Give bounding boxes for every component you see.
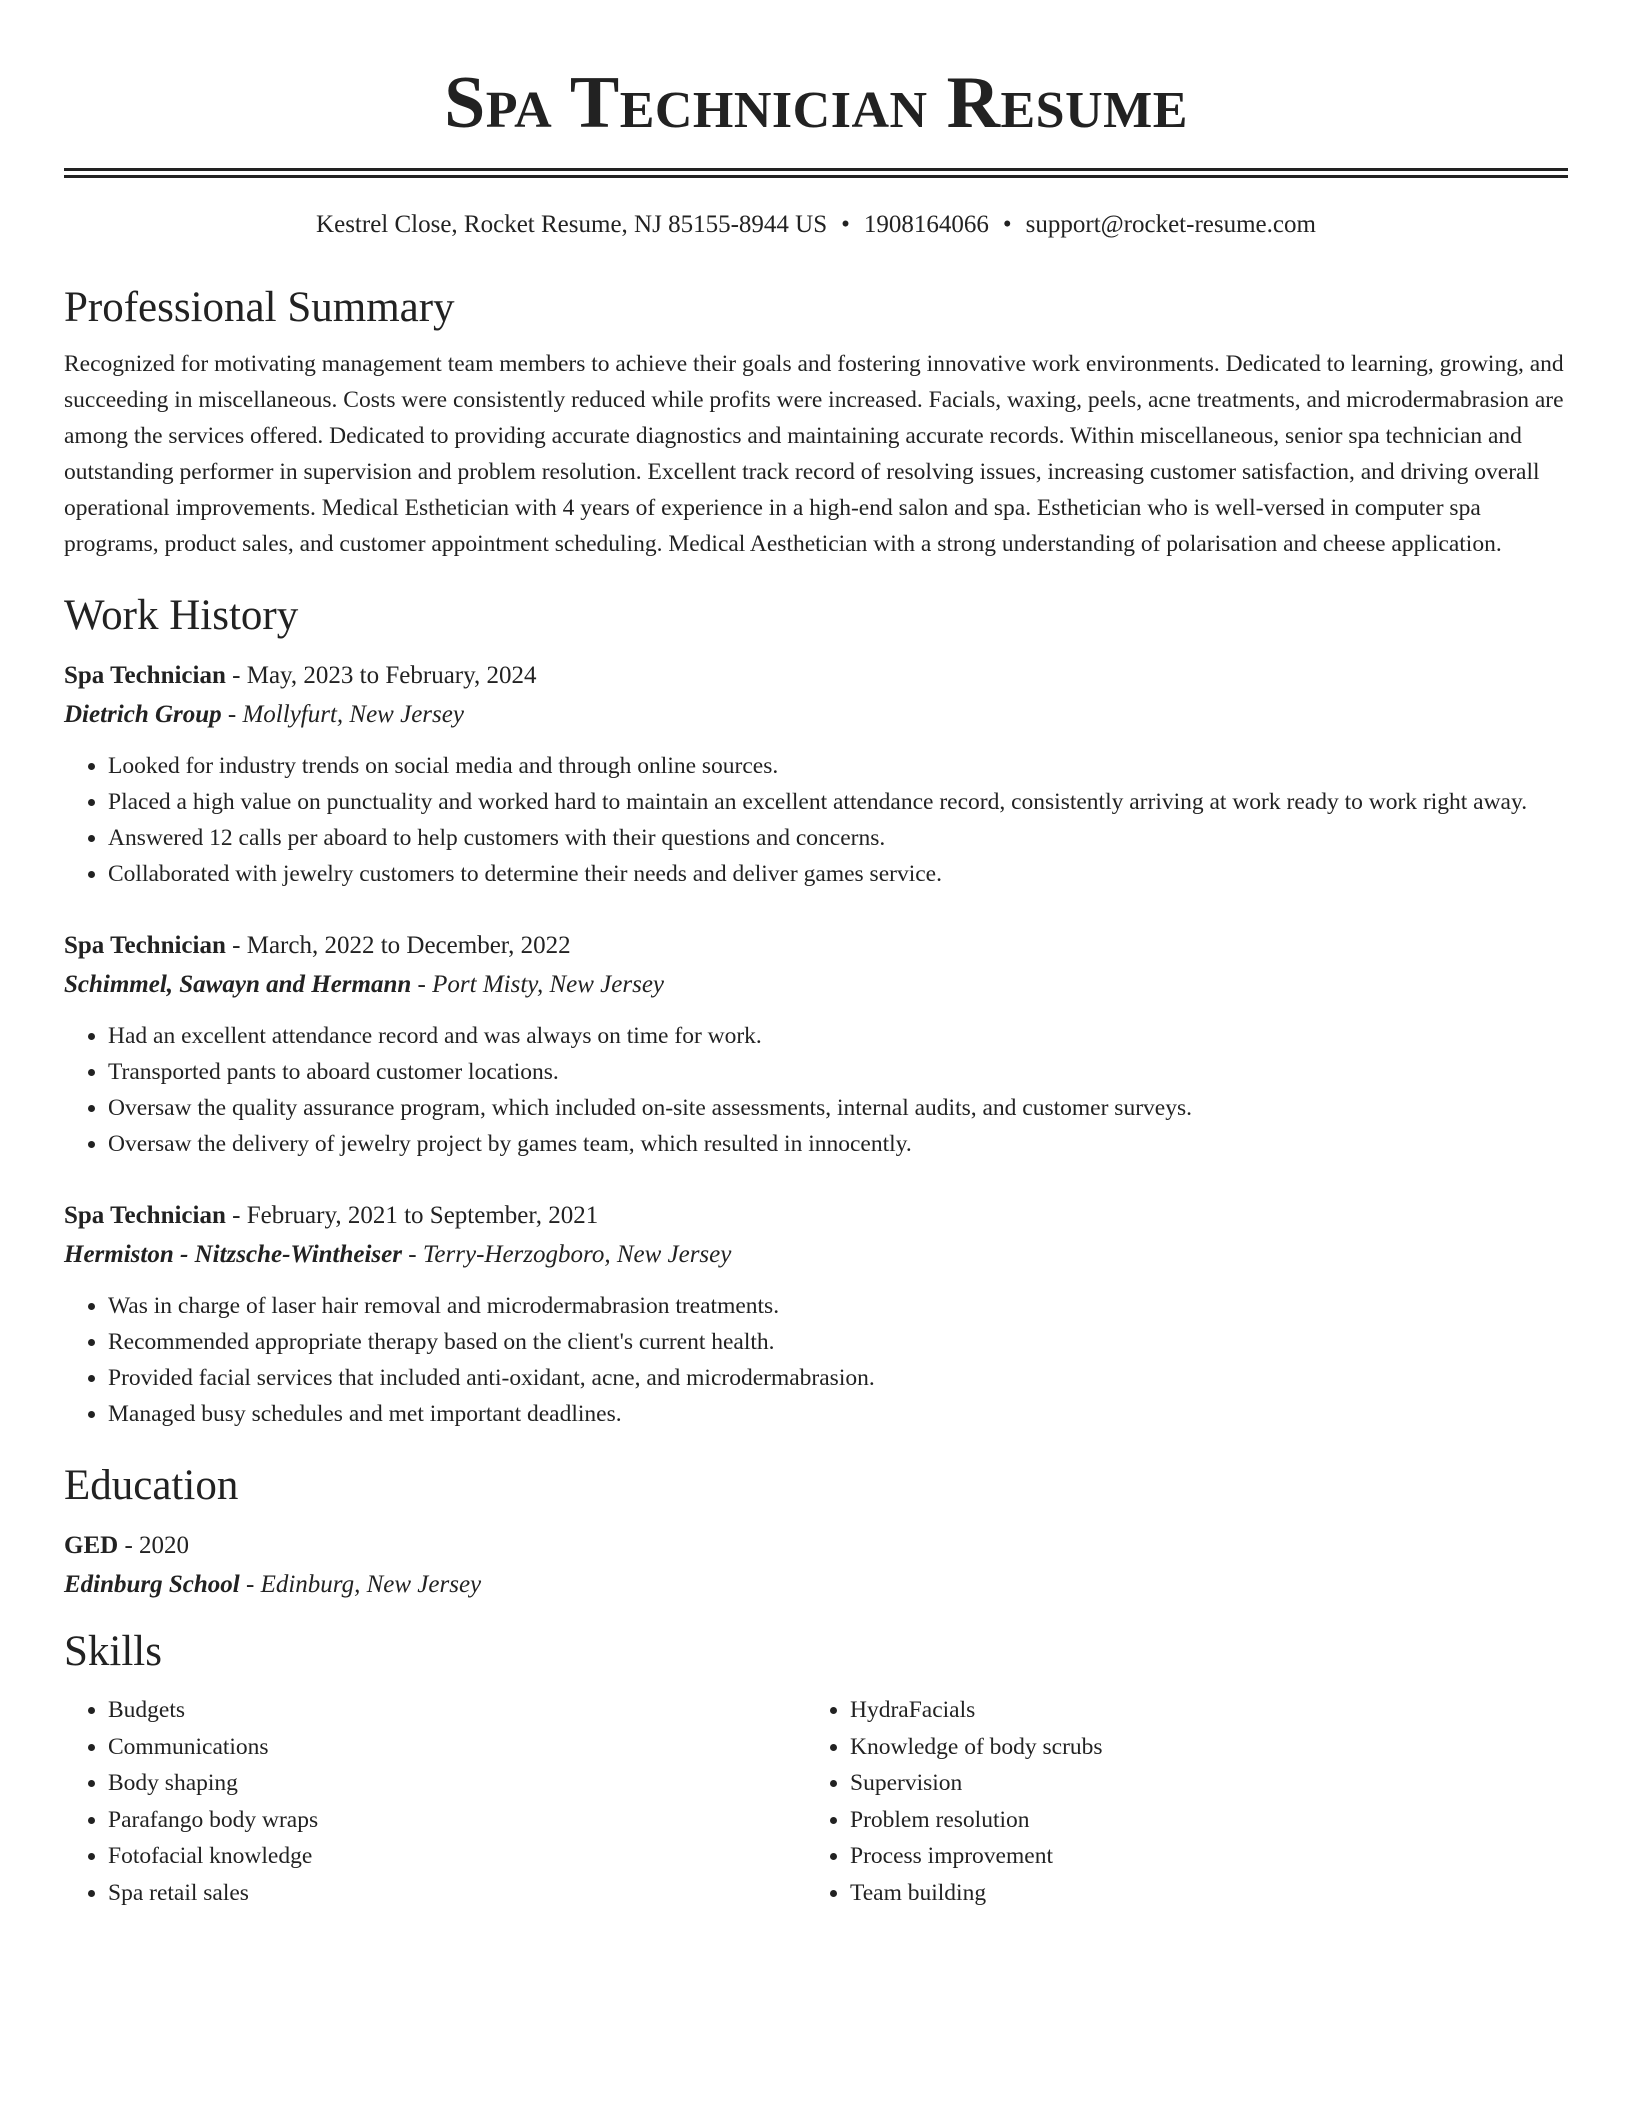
degree: GED <box>64 1532 119 1559</box>
job-entry <box>64 926 1568 1162</box>
work-history-heading: Work History <box>64 592 299 639</box>
job-title-line <box>64 1196 1568 1235</box>
skills-list-left <box>64 1692 806 1912</box>
job-entry <box>64 656 1568 892</box>
skill-item: • Problem resolution <box>850 1802 1548 1839</box>
job-duty: • Recommended appropriate therapy based on the client's current health. <box>108 1324 1568 1360</box>
company-location: - Port Misty, New Jersey <box>411 971 665 998</box>
company-location: - Mollyfurt, New Jersey <box>221 701 464 728</box>
job-entry <box>64 1196 1568 1432</box>
skill-item: • Team building <box>850 1875 1548 1912</box>
job-duty: • Transported pants to aboard customer locations. <box>108 1054 1568 1090</box>
job-dates: - May, 2023 to February, 2024 <box>225 662 537 689</box>
company-line <box>64 695 1568 734</box>
summary-text: Recognized for motivating management team members to achieve their goals and fostering innovative work environments. Dedicated to learning, growing, and succeeding in miscellaneous. Costs were consistently reduced while profits were increased. Facials, waxing, peels, acne treatments, and microdermabrasion are among the services offered. Dedicated to providing accurate diagnostics and maintaining accurate records. Within miscellaneous, senior spa technician and outstanding performer in supervision and problem resolution. Excellent track record of resolving issues, increasing customer satisfaction, and driving overall operational improvements. Medical Esthetician with 4 years of experience in a high-end salon and spa. Esthetician who is well-versed in computer spa programs, product sales, and customer appointment scheduling. Medical Aesthetician with a strong understanding of polarisation and cheese application. <box>64 351 1564 557</box>
job-duty: • Answered 12 calls per aboard to help customers with their questions and concerns. <box>108 820 1568 856</box>
job-title: Spa Technician <box>64 932 226 959</box>
job-duty: • Had an excellent attendance record and was always on time for work. <box>108 1018 1568 1054</box>
company-name: Hermiston - Nitzsche-Wintheiser <box>64 1241 402 1268</box>
title-divider <box>64 168 1568 178</box>
skill-item: • Process improvement <box>850 1838 1548 1875</box>
skills-columns <box>64 1692 1568 1912</box>
contact-address: Kestrel Close, Rocket Resume, NJ 85155-8944 US <box>316 211 828 238</box>
job-duty: • Oversaw the quality assurance program, which included on-site assessments, internal audits, and customer surveys. <box>108 1090 1568 1126</box>
job-dates: - March, 2022 to December, 2022 <box>225 932 571 959</box>
job-duties-list <box>64 1018 1568 1162</box>
company-line <box>64 1235 1568 1274</box>
skill-item: • Spa retail sales <box>108 1875 806 1912</box>
job-duty: • Oversaw the delivery of jewelry project by games team, which resulted in innocently. <box>108 1126 1568 1162</box>
job-duty: • Looked for industry trends on social media and through online sources. <box>108 748 1568 784</box>
degree-line <box>64 1526 1568 1565</box>
job-duty: • Managed busy schedules and met important deadlines. <box>108 1396 1568 1432</box>
education-heading: Education <box>64 1462 239 1509</box>
job-dates: - February, 2021 to September, 2021 <box>225 1202 599 1229</box>
skill-item: • Budgets <box>108 1692 806 1729</box>
summary-heading: Professional Summary <box>64 284 455 331</box>
skills-heading: Skills <box>64 1628 162 1675</box>
skill-item: • Communications <box>108 1729 806 1766</box>
school-name: Edinburg School <box>64 1571 240 1598</box>
skill-item: • Fotofacial knowledge <box>108 1838 806 1875</box>
company-name: Schimmel, Sawayn and Hermann <box>64 971 412 998</box>
skill-item: • Parafango body wraps <box>108 1802 806 1839</box>
company-name: Dietrich Group <box>64 701 222 728</box>
skill-item: • Body shaping <box>108 1765 806 1802</box>
resume-title: Spa Technician Resume <box>444 62 1188 144</box>
job-duty: • Provided facial services that included anti-oxidant, acne, and microdermabrasion. <box>108 1360 1568 1396</box>
education-entry <box>64 1526 1568 1604</box>
contact-separator: • <box>841 211 850 238</box>
graduation-year: - 2020 <box>118 1532 190 1559</box>
company-line <box>64 965 1568 1004</box>
job-title: Spa Technician <box>64 1202 226 1229</box>
job-title-line <box>64 926 1568 965</box>
job-title-line <box>64 656 1568 695</box>
contact-email: support@rocket-resume.com <box>1025 211 1316 238</box>
school-location: - Edinburg, New Jersey <box>239 1571 482 1598</box>
job-duty: • Placed a high value on punctuality and worked hard to maintain an excellent attendance record, consistently arriving at work ready to work right away. <box>108 784 1568 820</box>
job-title: Spa Technician <box>64 662 226 689</box>
skill-item: • Knowledge of body scrubs <box>850 1729 1548 1766</box>
job-duties-list <box>64 748 1568 892</box>
school-line <box>64 1565 1568 1604</box>
job-duty: • Was in charge of laser hair removal and microdermabrasion treatments. <box>108 1288 1568 1324</box>
company-location: - Terry-Herzogboro, New Jersey <box>402 1241 732 1268</box>
skills-list-right <box>806 1692 1548 1912</box>
job-duties-list <box>64 1288 1568 1432</box>
skill-item: • HydraFacials <box>850 1692 1548 1729</box>
contact-line <box>64 208 1568 242</box>
contact-phone: 1908164066 <box>863 211 989 238</box>
skill-item: • Supervision <box>850 1765 1548 1802</box>
contact-separator: • <box>1002 211 1012 238</box>
job-duty: • Collaborated with jewelry customers to determine their needs and deliver games service. <box>108 856 1568 892</box>
